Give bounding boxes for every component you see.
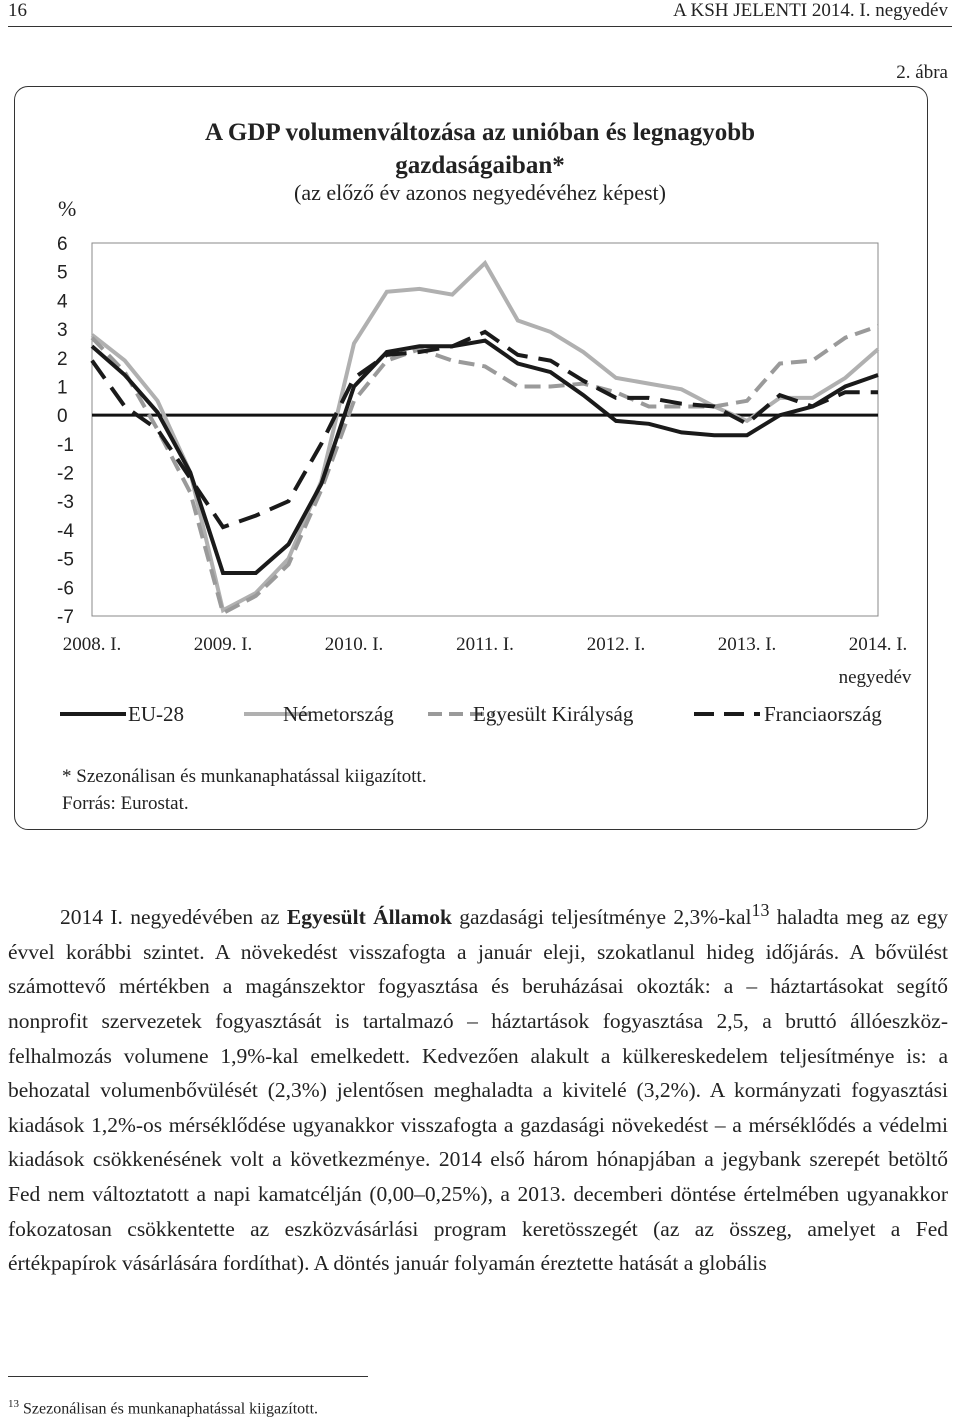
page-number: 16: [8, 0, 27, 21]
body-paragraph: [8, 893, 948, 1281]
y-tick-label: 2: [57, 348, 68, 370]
series-line-0: [92, 341, 878, 573]
x-tick-label: 2013. I.: [717, 634, 777, 655]
footnote: [8, 1398, 318, 1418]
figure-label: 2. ábra: [896, 62, 948, 83]
chart-title-line2: gazdaságaiban*: [395, 152, 565, 179]
running-title: A KSH JELENTI 2014. I. negyedév: [673, 0, 948, 21]
chart-subtitle: (az előző év azonos negyedévéhez képest): [294, 180, 666, 205]
y-tick-label: -4: [57, 520, 74, 542]
body-text-run: 2014 I. negyedévében az: [60, 905, 287, 930]
y-tick-label: -5: [57, 549, 74, 571]
legend: [60, 702, 882, 726]
series-line-2: [92, 326, 878, 613]
y-tick-label: -1: [57, 434, 74, 456]
body-text-bold: Egyesült Államok: [286, 905, 452, 930]
x-axis-ticks: [63, 634, 912, 688]
footnote-marker: 13: [8, 1398, 19, 1410]
y-tick-label: -3: [57, 492, 74, 514]
body-text: [8, 893, 948, 1281]
body-text-run: gazdasági teljesítménye 2,3%-kal: [451, 905, 752, 930]
x-tick-label: 2010. I.: [324, 634, 384, 655]
legend-label: Franciaország: [764, 702, 882, 726]
x-tick-label: 2008. I.: [62, 634, 122, 655]
y-tick-label: -2: [57, 463, 74, 485]
legend-label: Németország: [283, 702, 394, 726]
x-tick-label: 2011. I.: [456, 634, 514, 655]
x-tick-label: 2014. I.: [848, 634, 908, 655]
y-tick-label: 3: [57, 320, 68, 342]
y-tick-label: -6: [57, 578, 74, 600]
legend-label: EU-28: [128, 702, 184, 726]
x-tick-label: 2012. I.: [586, 634, 646, 655]
y-tick-label: 6: [57, 234, 68, 255]
chart-note-seasonal: * Szezonálisan és munkanaphatással kiigazított.: [62, 766, 427, 787]
y-tick-label: 0: [57, 406, 68, 428]
y-axis-unit: %: [58, 196, 77, 221]
legend-label: Egyesült Királyság: [473, 702, 634, 726]
y-tick-label: 4: [57, 291, 68, 313]
footnote-rule: [8, 1376, 368, 1377]
body-text-run: haladta meg az egy évvel korábbi szintet. A növekedést visszafogta a január eleji, szokatlanul hideg időjárás. A bővülést számottevő mértékben a magánszektor fogyasztása és beruházásai okozták: a – háztartásokat segítő nonprofit szervezetek fogyasztását is tartalmazó – háztartások fogyasztása 2,5, a bruttó állóeszköz-felhalmozás volumene 1,9%-kal emelkedett. Kedvezően alakult a külkereskedelem teljesítménye is: a behozatal volumenbővülését (2,3%) jelentősen meghaladta a kivitelé (3,2%). A kormányzati fogyasztási kiadások 1,2%-os mérséklődése ugyanakkor visszafogta a gazdasági növekedést – a mérséklődés a védelmi kiadások csökkenésének volt a következménye. 2014 első három hónapjában a jegybank szerepét betöltő Fed nem változtatott a napi kamatcélján (0,00–0,25%), a 2013. decemberi döntése értelmében ugyanakkor fokozatosan csökkentette az eszközvásárlási program keretösszegét (az az összeg, amelyet a Fed értékpapírok vásárlására fordíthat). A döntés január folyamán éreztette hatását a globális: [8, 905, 948, 1276]
y-axis-ticks: [57, 234, 74, 628]
chart-note-source: Forrás: Eurostat.: [62, 793, 189, 814]
x-tick-label: 2009. I.: [193, 634, 253, 655]
chart-title-line1: A GDP volumenváltozása az unióban és legnagyobb: [204, 119, 756, 146]
y-tick-label: 1: [57, 377, 68, 399]
footnote-text: Szezonálisan és munkanaphatással kiigazított.: [23, 1400, 319, 1418]
plot-area: [92, 243, 878, 616]
footnote-reference[interactable]: 13: [751, 900, 770, 920]
x-axis-unit: negyedév: [838, 667, 912, 688]
y-tick-label: 5: [57, 262, 68, 284]
y-tick-label: -7: [57, 607, 74, 628]
